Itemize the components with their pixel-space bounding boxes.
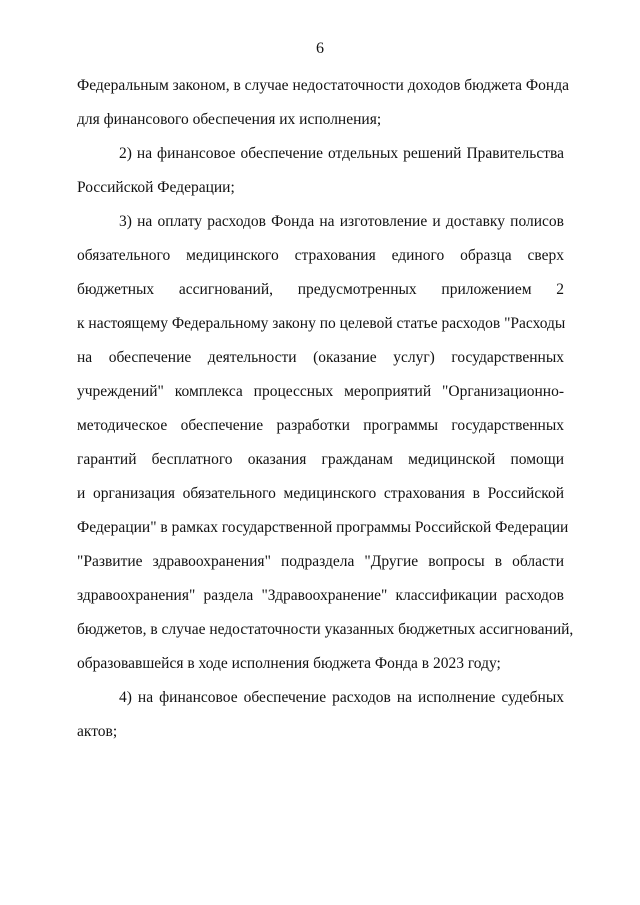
text-line: 4) на финансовое обеспечение расходов на исполнение судебных [119, 689, 564, 706]
text-line: к настоящему Федеральному закону по целевой статье расходов "Расходы [77, 315, 566, 332]
text-line: Федерации" в рамках государственной программы Российской Федерации [77, 519, 569, 536]
text-line: Российской Федерации; [77, 179, 235, 196]
text-line: 2) на финансовое обеспечение отдельных решений Правительства [119, 145, 564, 162]
text-line: "Развитие здравоохранения" подраздела "Другие вопросы в области [77, 553, 564, 570]
text-line: учреждений" комплекса процессных мероприятий "Организационно- [77, 383, 564, 400]
text-line: актов; [77, 723, 118, 740]
text-line: образовавшейся в ходе исполнения бюджета Фонда в 2023 году; [77, 655, 501, 672]
text-line: бюджетных ассигнований, предусмотренных приложением 2 [77, 281, 564, 298]
text-line: на обеспечение деятельности (оказание услуг) государственных [77, 349, 564, 366]
text-line: 3) на оплату расходов Фонда на изготовление и доставку полисов [119, 213, 564, 230]
text-line: и организация обязательного медицинского страхования в Российской [77, 485, 564, 502]
text-line: методическое обеспечение разработки программы государственных [77, 417, 564, 434]
text-line: для финансового обеспечения их исполнения; [77, 111, 382, 128]
text-line: бюджетов, в случае недостаточности указанных бюджетных ассигнований, [77, 621, 574, 638]
text-line: здравоохранения" раздела "Здравоохранение" классификации расходов [77, 587, 564, 604]
text-line: обязательного медицинского страхования единого образца сверх [77, 247, 564, 264]
page-number: 6 [316, 40, 324, 57]
text-line: гарантий бесплатного оказания гражданам медицинской помощи [77, 451, 564, 468]
text-line: Федеральным законом, в случае недостаточности доходов бюджета Фонда [77, 77, 569, 94]
document-body [77, 75, 574, 755]
